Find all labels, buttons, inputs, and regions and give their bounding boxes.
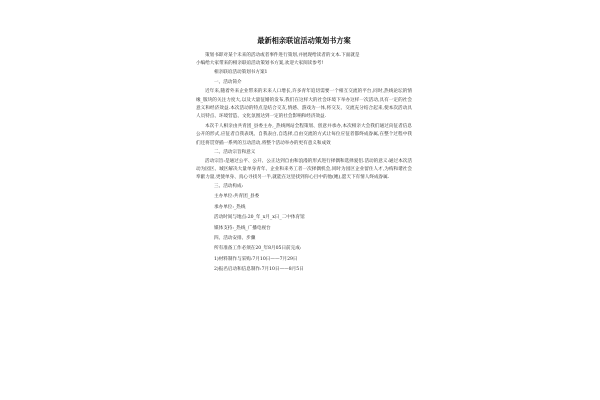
prep-line: 所有准备工作必须在20_年8月05日前完成:: [214, 246, 302, 252]
host-line: 承办单位:_热线: [214, 204, 246, 210]
paragraph-purpose: 活动宗旨:是通过公平、公开、公正达到自由和浪漫的形式进行择偶和选择爱侣.活动的意义:通过本次活动为园区、城区解决大量单身青年、企业和来务工者一次择偶机会,同时为园区企业留住人才,为构和谐社会奉献力量,更使单身、真心寻找另一半,就能在这里找到你心目中的他(她),愿天下有情人终成眷属.: [196, 158, 412, 181]
organizer-line: 主办单位:共青团_县委: [214, 194, 260, 200]
paragraph-organizer: 本次千人相亲由共青团_县委主办,_热线网站全程策划、创意并承办,本次相亲大会我们通过向征者信息公开的形式,应征者自我表现、自我表白,自选择,自由交流的方式让每位应征者都终成眷属,在整个过程中我们还将贯穿插一系列的互动活动,将整个活动举办的更有意义和成效: [196, 124, 412, 146]
paragraph-intro: 近年来,随着外来企业带来的未来人口增长,许多青年追切需要一个相互交流的平台,同时,热线论坛的情缘_版块的关注力度大,以及大量征婚的发布,我们在这样大的社会环境下举办这样一次活动,具有一定的社会意义和经济效益.本次活动的特点是结合交友,情感、游戏为一体,将交友、交流充分结合起来,使本次活动具人员特点、环境营造、文化氛围达到一定的社会影响和经济效益.: [196, 89, 412, 120]
section-subtitle: 相亲联谊活动策划书方案1: [214, 70, 268, 76]
registration-line: 2)报名启动和信息制作:7月10日——8月5日: [214, 267, 304, 273]
heading-schedule: 四、活动安排、步骤: [214, 236, 256, 242]
intro-line-2: 小编给大家带来的相亲联谊活动策划书方案,欢迎大家阅读参考!: [196, 61, 324, 67]
document-body: [196, 36, 412, 276]
media-line: 媒体支持:_热线_广播电视台: [214, 225, 271, 231]
intro-line-1: 策划书即对某个未来的活动或者事件进行策划,并展现给读者的文本.下面就是: [205, 53, 360, 58]
heading-purpose: 二、活动宗旨和意义: [214, 149, 256, 155]
heading-structure: 三、活动构成:: [214, 184, 244, 190]
heading-intro: 一、活动简介: [214, 80, 242, 86]
document-title: 最新相亲联谊活动策划书方案: [257, 36, 351, 45]
materials-line: 1)材料制作与采购:7月10日——7月29日: [214, 256, 298, 262]
time-place-line: 活动时间与地点:20_年_x月_x日_二中体育馆: [214, 215, 305, 221]
